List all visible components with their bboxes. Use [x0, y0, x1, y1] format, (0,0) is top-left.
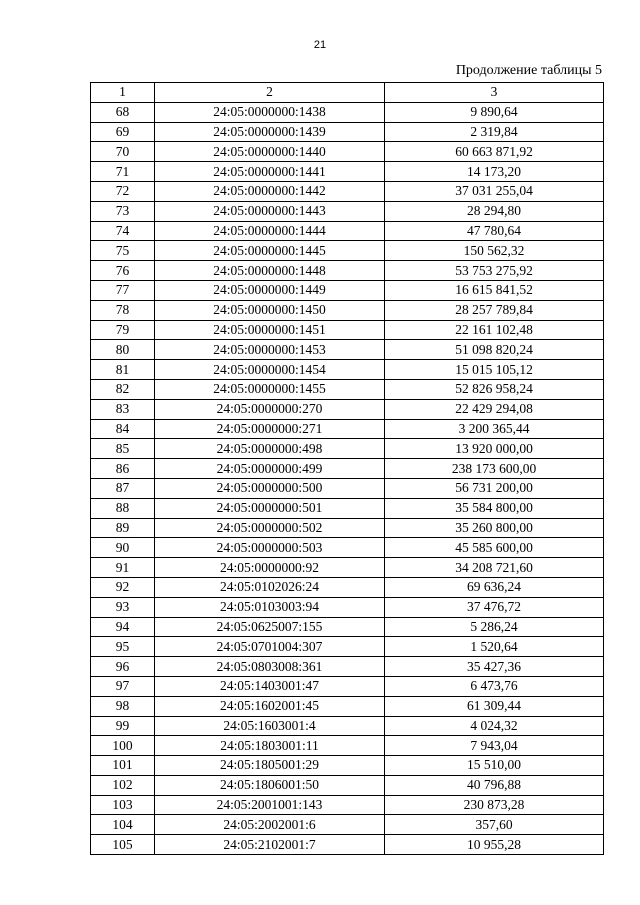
row-number-cell: 70 — [91, 142, 155, 162]
value-cell: 61 309,44 — [385, 696, 604, 716]
table-row — [91, 815, 604, 835]
cadastral-number-cell: 24:05:0000000:498 — [155, 439, 385, 459]
table-row — [91, 142, 604, 162]
table-row — [91, 577, 604, 597]
cadastral-number-cell: 24:05:2001001:143 — [155, 795, 385, 815]
value-cell: 37 476,72 — [385, 597, 604, 617]
cadastral-number-cell: 24:05:0000000:1448 — [155, 261, 385, 281]
value-cell: 357,60 — [385, 815, 604, 835]
row-number-cell: 68 — [91, 102, 155, 122]
row-number-cell: 104 — [91, 815, 155, 835]
cadastral-number-cell: 24:05:0000000:271 — [155, 419, 385, 439]
cadastral-number-cell: 24:05:1806001:50 — [155, 775, 385, 795]
value-cell: 13 920 000,00 — [385, 439, 604, 459]
cadastral-number-cell: 24:05:0000000:1443 — [155, 201, 385, 221]
value-cell: 9 890,64 — [385, 102, 604, 122]
value-cell: 51 098 820,24 — [385, 340, 604, 360]
table-header-row — [91, 83, 604, 103]
value-cell: 45 585 600,00 — [385, 538, 604, 558]
value-cell: 238 173 600,00 — [385, 459, 604, 479]
row-number-cell: 86 — [91, 459, 155, 479]
table-row — [91, 696, 604, 716]
value-cell: 6 473,76 — [385, 676, 604, 696]
table-row — [91, 736, 604, 756]
value-cell: 69 636,24 — [385, 577, 604, 597]
row-number-cell: 75 — [91, 241, 155, 261]
row-number-cell: 76 — [91, 261, 155, 281]
row-number-cell: 105 — [91, 835, 155, 855]
value-cell: 15 510,00 — [385, 756, 604, 776]
cadastral-number-cell: 24:05:1603001:4 — [155, 716, 385, 736]
table-row — [91, 181, 604, 201]
row-number-cell: 99 — [91, 716, 155, 736]
row-number-cell: 94 — [91, 617, 155, 637]
table-row — [91, 419, 604, 439]
value-cell: 5 286,24 — [385, 617, 604, 637]
table-row — [91, 558, 604, 578]
cadastral-number-cell: 24:05:0803008:361 — [155, 657, 385, 677]
table-row — [91, 280, 604, 300]
table-row — [91, 518, 604, 538]
table-continuation-caption: Продолжение таблицы 5 — [455, 63, 602, 78]
row-number-cell: 87 — [91, 478, 155, 498]
cadastral-number-cell: 24:05:0000000:1451 — [155, 320, 385, 340]
table-row — [91, 637, 604, 657]
value-cell: 40 796,88 — [385, 775, 604, 795]
value-cell: 28 257 789,84 — [385, 300, 604, 320]
cadastral-number-cell: 24:05:1803001:11 — [155, 736, 385, 756]
row-number-cell: 74 — [91, 221, 155, 241]
value-cell: 28 294,80 — [385, 201, 604, 221]
value-cell: 3 200 365,44 — [385, 419, 604, 439]
value-cell: 10 955,28 — [385, 835, 604, 855]
value-cell: 35 584 800,00 — [385, 498, 604, 518]
table-row — [91, 538, 604, 558]
row-number-cell: 102 — [91, 775, 155, 795]
value-cell: 34 208 721,60 — [385, 558, 604, 578]
table-row — [91, 478, 604, 498]
table-row — [91, 399, 604, 419]
table-row — [91, 261, 604, 281]
cadastral-number-cell: 24:05:0000000:501 — [155, 498, 385, 518]
cadastral-number-cell: 24:05:0000000:1438 — [155, 102, 385, 122]
row-number-cell: 89 — [91, 518, 155, 538]
cadastral-number-cell: 24:05:0000000:1449 — [155, 280, 385, 300]
row-number-cell: 90 — [91, 538, 155, 558]
table-row — [91, 201, 604, 221]
cadastral-number-cell: 24:05:0000000:502 — [155, 518, 385, 538]
column-header: 2 — [155, 83, 385, 103]
row-number-cell: 88 — [91, 498, 155, 518]
table-row — [91, 360, 604, 380]
cadastral-number-cell: 24:05:0000000:1444 — [155, 221, 385, 241]
table-row — [91, 597, 604, 617]
cadastral-number-cell: 24:05:0000000:1445 — [155, 241, 385, 261]
cadastral-number-cell: 24:05:0000000:1441 — [155, 162, 385, 182]
row-number-cell: 77 — [91, 280, 155, 300]
value-cell: 56 731 200,00 — [385, 478, 604, 498]
row-number-cell: 82 — [91, 379, 155, 399]
table-row — [91, 835, 604, 855]
cadastral-number-cell: 24:05:0000000:499 — [155, 459, 385, 479]
cadastral-number-cell: 24:05:0102026:24 — [155, 577, 385, 597]
cadastral-number-cell: 24:05:0000000:1440 — [155, 142, 385, 162]
row-number-cell: 96 — [91, 657, 155, 677]
row-number-cell: 83 — [91, 399, 155, 419]
value-cell: 7 943,04 — [385, 736, 604, 756]
row-number-cell: 85 — [91, 439, 155, 459]
row-number-cell: 93 — [91, 597, 155, 617]
cadastral-number-cell: 24:05:0000000:270 — [155, 399, 385, 419]
value-cell: 2 319,84 — [385, 122, 604, 142]
row-number-cell: 101 — [91, 756, 155, 776]
table-row — [91, 716, 604, 736]
value-cell: 14 173,20 — [385, 162, 604, 182]
data-table — [90, 82, 604, 855]
value-cell: 53 753 275,92 — [385, 261, 604, 281]
cadastral-number-cell: 24:05:0625007:155 — [155, 617, 385, 637]
row-number-cell: 100 — [91, 736, 155, 756]
cadastral-number-cell: 24:05:1805001:29 — [155, 756, 385, 776]
cadastral-number-cell: 24:05:0000000:1439 — [155, 122, 385, 142]
cadastral-number-cell: 24:05:0000000:1455 — [155, 379, 385, 399]
row-number-cell: 91 — [91, 558, 155, 578]
table-body — [91, 102, 604, 854]
table-row — [91, 795, 604, 815]
row-number-cell: 78 — [91, 300, 155, 320]
row-number-cell: 92 — [91, 577, 155, 597]
value-cell: 52 826 958,24 — [385, 379, 604, 399]
value-cell: 22 429 294,08 — [385, 399, 604, 419]
table-row — [91, 379, 604, 399]
table-row — [91, 459, 604, 479]
column-header: 1 — [91, 83, 155, 103]
value-cell: 35 260 800,00 — [385, 518, 604, 538]
row-number-cell: 73 — [91, 201, 155, 221]
cadastral-number-cell: 24:05:0701004:307 — [155, 637, 385, 657]
cadastral-number-cell: 24:05:0000000:503 — [155, 538, 385, 558]
cadastral-number-cell: 24:05:0000000:500 — [155, 478, 385, 498]
cadastral-number-cell: 24:05:1602001:45 — [155, 696, 385, 716]
cadastral-number-cell: 24:05:0103003:94 — [155, 597, 385, 617]
table-row — [91, 300, 604, 320]
row-number-cell: 98 — [91, 696, 155, 716]
table-row — [91, 676, 604, 696]
row-number-cell: 80 — [91, 340, 155, 360]
table-row — [91, 102, 604, 122]
table-row — [91, 162, 604, 182]
table-row — [91, 122, 604, 142]
cadastral-number-cell: 24:05:0000000:92 — [155, 558, 385, 578]
row-number-cell: 81 — [91, 360, 155, 380]
column-header: 3 — [385, 83, 604, 103]
row-number-cell: 95 — [91, 637, 155, 657]
table-row — [91, 657, 604, 677]
row-number-cell: 79 — [91, 320, 155, 340]
row-number-cell: 103 — [91, 795, 155, 815]
row-number-cell: 97 — [91, 676, 155, 696]
table-row — [91, 221, 604, 241]
table-row — [91, 241, 604, 261]
cadastral-number-cell: 24:05:2002001:6 — [155, 815, 385, 835]
table-row — [91, 320, 604, 340]
row-number-cell: 84 — [91, 419, 155, 439]
value-cell: 22 161 102,48 — [385, 320, 604, 340]
cadastral-number-cell: 24:05:0000000:1450 — [155, 300, 385, 320]
row-number-cell: 71 — [91, 162, 155, 182]
table-row — [91, 340, 604, 360]
value-cell: 35 427,36 — [385, 657, 604, 677]
table-row — [91, 617, 604, 637]
table-row — [91, 439, 604, 459]
value-cell: 37 031 255,04 — [385, 181, 604, 201]
page-number: 21 — [313, 39, 327, 51]
value-cell: 47 780,64 — [385, 221, 604, 241]
row-number-cell: 69 — [91, 122, 155, 142]
table-row — [91, 775, 604, 795]
value-cell: 230 873,28 — [385, 795, 604, 815]
value-cell: 16 615 841,52 — [385, 280, 604, 300]
row-number-cell: 72 — [91, 181, 155, 201]
table-row — [91, 756, 604, 776]
table-row — [91, 498, 604, 518]
cadastral-number-cell: 24:05:0000000:1453 — [155, 340, 385, 360]
value-cell: 4 024,32 — [385, 716, 604, 736]
cadastral-number-cell: 24:05:1403001:47 — [155, 676, 385, 696]
value-cell: 15 015 105,12 — [385, 360, 604, 380]
cadastral-number-cell: 24:05:0000000:1442 — [155, 181, 385, 201]
value-cell: 150 562,32 — [385, 241, 604, 261]
value-cell: 1 520,64 — [385, 637, 604, 657]
cadastral-number-cell: 24:05:2102001:7 — [155, 835, 385, 855]
cadastral-number-cell: 24:05:0000000:1454 — [155, 360, 385, 380]
value-cell: 60 663 871,92 — [385, 142, 604, 162]
